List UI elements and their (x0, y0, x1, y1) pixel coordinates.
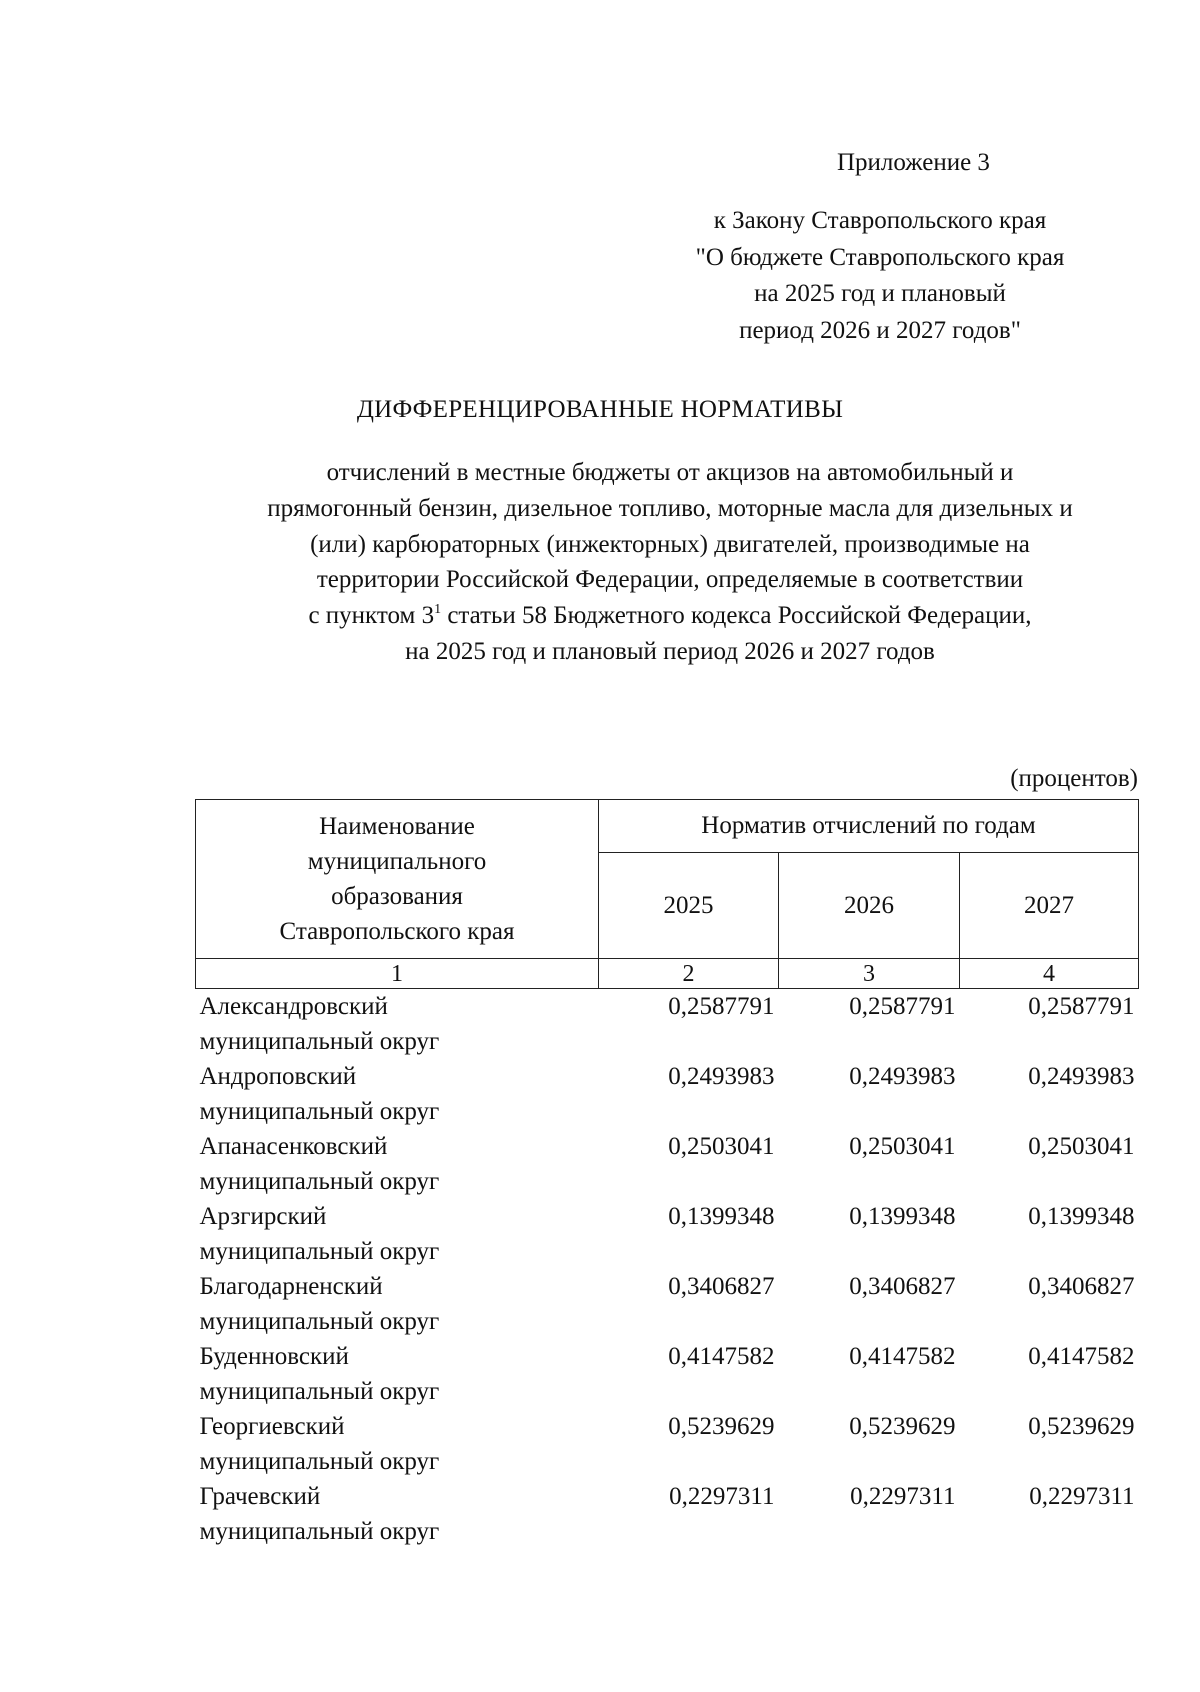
column-number: 2 (599, 959, 779, 989)
municipality-name: Андроповский муниципальный округ (199, 1063, 440, 1125)
norms-table (195, 799, 1139, 1549)
annex-ref-line: период 2026 и 2027 годов" (739, 316, 1021, 344)
value-2027: 0,2493983 (1028, 1063, 1135, 1090)
subtitle-line: на 2025 год и плановый период 2026 и 2027 годов (405, 637, 935, 665)
value-2026: 0,2587791 (849, 993, 956, 1020)
municipality-name: Арзгирский муниципальный округ (199, 1203, 440, 1265)
value-2027: 0,2503041 (1028, 1133, 1135, 1160)
subtitle-line: отчислений в местные бюджеты от акцизов на автомобильный и (326, 459, 1014, 486)
header-year-2026: 2026 (779, 853, 960, 959)
subtitle-line: (или) карбюраторных (инжекторных) двигателей, производимые на (310, 530, 1030, 558)
value-2027: 0,5239629 (1028, 1413, 1135, 1440)
subtitle-line: территории Российской Федерации, определяемые в соответствии (316, 566, 1024, 594)
annex-reference (640, 203, 1120, 349)
municipality-name: Апанасенковский муниципальный округ (199, 1133, 440, 1195)
header-year-2027: 2027 (960, 853, 1139, 959)
header-name-line: образования (331, 883, 463, 910)
value-2025: 0,5239629 (668, 1413, 775, 1440)
table-row (196, 1129, 1139, 1199)
table-row (196, 1269, 1139, 1339)
annex-ref-line: "О бюджете Ставропольского края (695, 243, 1065, 271)
column-number: 4 (960, 959, 1139, 989)
unit-label: (процентов) (1010, 765, 1138, 792)
table-row (196, 1339, 1139, 1409)
header-year-2025: 2025 (599, 853, 779, 959)
value-2025: 0,1399348 (668, 1203, 775, 1230)
value-2027: 0,2587791 (1028, 993, 1135, 1020)
municipality-name: Буденновский муниципальный округ (199, 1343, 440, 1405)
table-row (196, 989, 1139, 1060)
value-2026: 0,2297311 (850, 1483, 956, 1510)
document-title: ДИФФЕРЕНЦИРОВАННЫЕ НОРМАТИВЫ (356, 396, 844, 423)
subtitle-line5-post: статьи 58 Бюджетного кодекса Российской Федерации, (441, 602, 1032, 630)
annex-number: Приложение 3 (837, 149, 990, 176)
municipality-name: Грачевский муниципальный округ (199, 1483, 440, 1545)
value-2026: 0,3406827 (849, 1273, 956, 1300)
header-name-line: Наименование (319, 813, 475, 840)
header-name-line: муниципального (307, 848, 487, 875)
value-2026: 0,5239629 (849, 1413, 956, 1440)
value-2025: 0,2503041 (668, 1133, 775, 1160)
value-2027: 0,1399348 (1028, 1203, 1135, 1230)
subtitle-line (150, 598, 1190, 634)
municipality-name: Александровский муниципальный округ (199, 993, 440, 1055)
table-row (196, 1059, 1139, 1129)
table-row (196, 1199, 1139, 1269)
municipality-name: Благодарненский муниципальный округ (199, 1273, 440, 1335)
value-2026: 0,2503041 (849, 1133, 956, 1160)
header-municipality (196, 800, 599, 959)
value-2026: 0,1399348 (849, 1203, 956, 1230)
document-subtitle (150, 455, 1190, 670)
header-norm-group: Норматив отчислений по годам (599, 800, 1139, 853)
value-2027: 0,3406827 (1028, 1273, 1135, 1300)
municipality-name: Георгиевский муниципальный округ (199, 1413, 440, 1475)
value-2026: 0,2493983 (849, 1063, 956, 1090)
annex-ref-line: к Закону Ставропольского края (713, 207, 1047, 234)
table-row (196, 1409, 1139, 1479)
value-2025: 0,4147582 (668, 1343, 775, 1370)
value-2026: 0,4147582 (849, 1343, 956, 1370)
column-number: 1 (196, 959, 599, 989)
table-row (196, 1479, 1139, 1549)
value-2027: 0,2297311 (1029, 1483, 1135, 1510)
annex-ref-line: на 2025 год и плановый (754, 280, 1006, 307)
value-2025: 0,2587791 (668, 993, 775, 1020)
value-2025: 0,3406827 (668, 1273, 775, 1300)
header-name-line: Ставропольского края (279, 918, 515, 945)
superscript: 1 (434, 602, 442, 618)
value-2025: 0,2297311 (669, 1483, 775, 1510)
value-2027: 0,4147582 (1028, 1343, 1135, 1370)
column-number: 3 (779, 959, 960, 989)
value-2025: 0,2493983 (668, 1063, 775, 1090)
subtitle-line: прямогонный бензин, дизельное топливо, моторные масла для дизельных и (267, 494, 1073, 522)
subtitle-line5-pre: с пунктом 3 (308, 602, 435, 630)
